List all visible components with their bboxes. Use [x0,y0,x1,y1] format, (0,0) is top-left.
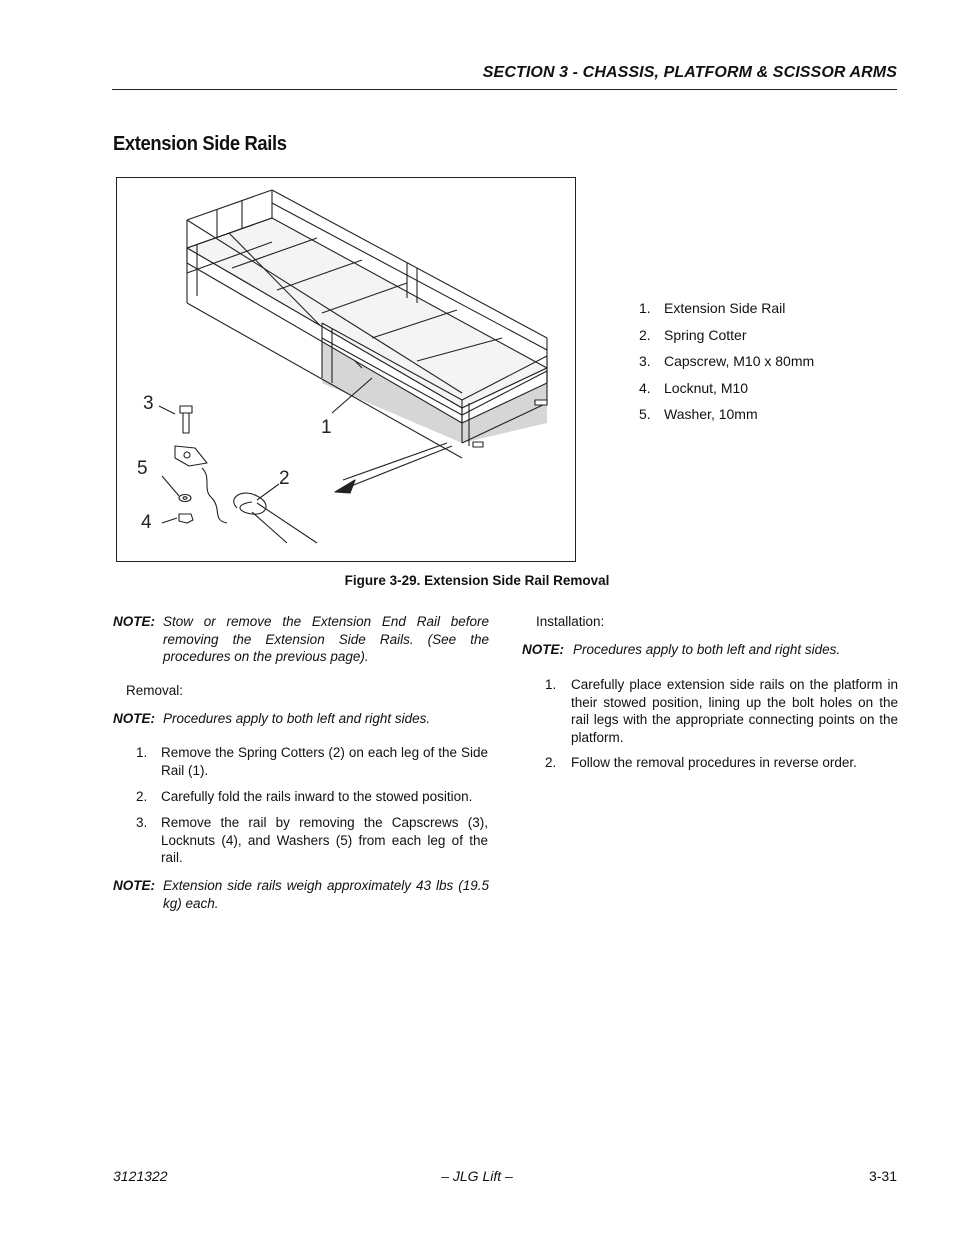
footer-center: – JLG Lift – [441,1168,513,1184]
platform-rail-drawing [117,178,575,561]
footer-page-number: 3-31 [868,1168,897,1184]
legend-item: 5. Washer, 10mm [639,406,758,422]
installation-label: Installation: [536,614,605,629]
figure-illustration [116,177,576,562]
callout-1: 1 [321,417,332,438]
figure-caption: Figure 3-29. Extension Side Rail Removal [344,573,610,588]
legend-item: 4. Locknut, M10 [639,379,749,396]
removal-step: 1. Remove the Spring Cotters (2) on each leg of the Side Rail (1). [136,745,488,778]
removal-step: 2. Carefully fold the rails inward to the stowed position. [136,789,473,804]
callout-4: 4 [141,512,152,533]
section-heading: Extension Side Rails [113,133,287,155]
callout-2: 2 [279,468,290,489]
note-stow-end-rail: NOTE: Stow or remove the Extension End Rail before removing the Extension Side Rails. (See the procedures on the previous page). [113,614,489,664]
removal-label: Removal: [126,683,184,698]
callout-5: 5 [137,458,148,479]
removal-step: 3. Remove the rail by removing the Capscrews (3), Locknuts (4), and Washers (5) from each leg of the rail. [136,815,488,865]
note-rail-weight: NOTE: Extension side rails weigh approximately 43 lbs (19.5 kg) each. [113,878,489,911]
header-rule [112,89,897,90]
note-both-sides-installation: NOTE: Procedures apply to both left and right sides. [522,642,841,657]
legend-item: 1. Extension Side Rail [639,300,786,316]
note-both-sides-removal: NOTE: Procedures apply to both left and right sides. [113,711,431,726]
legend-item: 2. Spring Cotter [639,326,747,343]
callout-3: 3 [143,393,154,414]
figure-legend [639,300,814,433]
footer-doc-number: 3121322 [113,1168,168,1184]
installation-step: 2. Follow the removal procedures in reverse order. [545,755,857,770]
legend-item: 3. Capscrew, M10 x 80mm [639,353,815,369]
installation-step: 1. Carefully place extension side rails on the platform in their stowed position, lining up the bolt holes on the rail legs with the appropriate connecting points on the platform. [545,677,898,745]
section-header: SECTION 3 - CHASSIS, PLATFORM & SCISSOR ARMS [482,64,897,81]
